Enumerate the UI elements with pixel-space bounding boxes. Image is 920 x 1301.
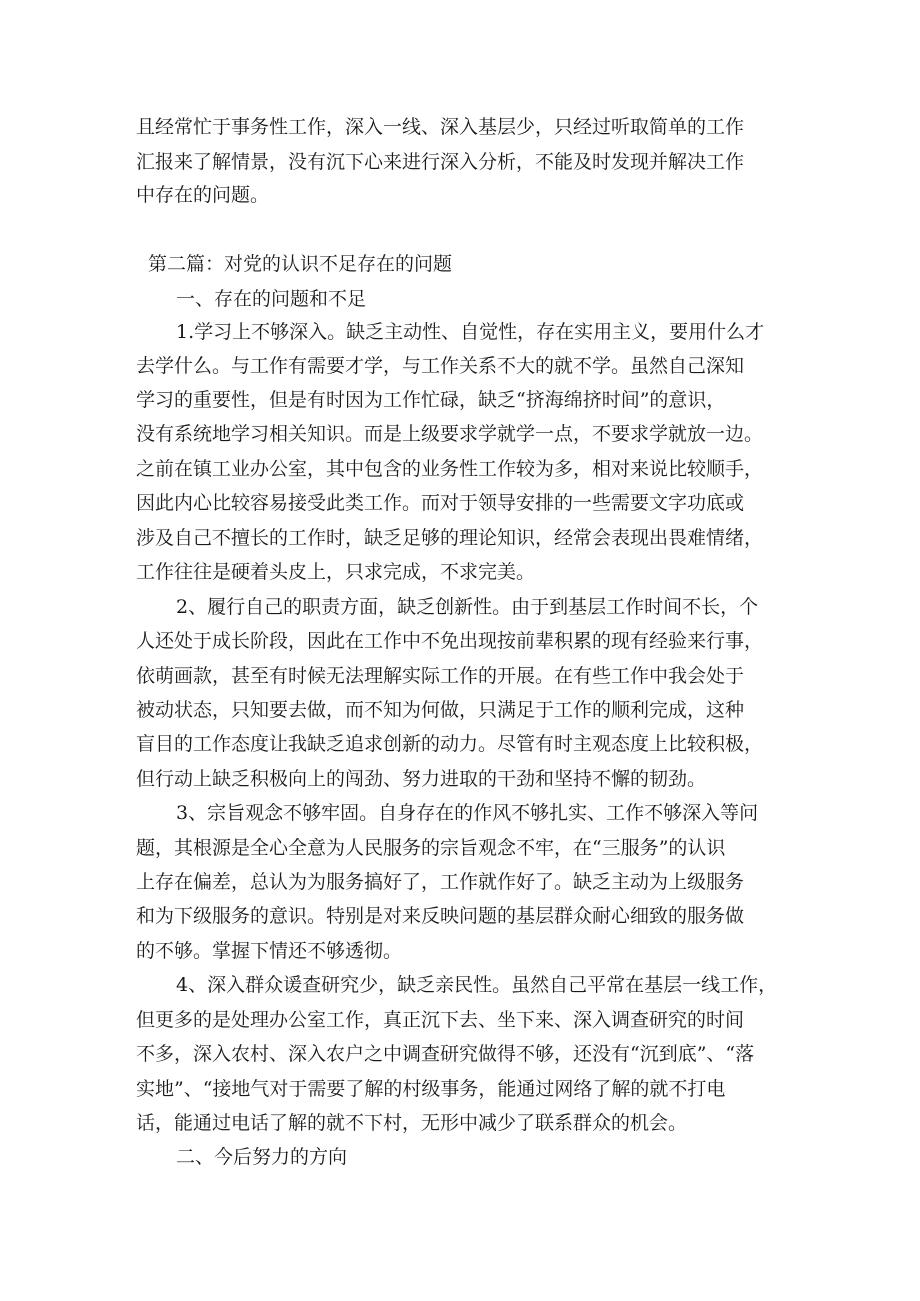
paragraph-line: 和为下级服务的意识。特别是对来反映问题的基层群众耐心细致的服务做 [136, 905, 745, 927]
paragraph-line: 去学什么。与工作有需要才学，与工作关系不大的就不学。虽然自己深知 [136, 355, 745, 377]
paragraph-line: 1.学习上不够深入。缺乏主动性、自觉性，存在实用主义，要用什么才 [176, 321, 765, 343]
intro-line: 中存在的问题。 [136, 184, 270, 206]
paragraph-line: 盲目的工作态度让我缺乏追求创新的动力。尽管有时主观态度上比较积极， [136, 733, 764, 755]
paragraph-line: 2、履行自己的职责方面，缺乏创新性。由于到基层工作时间不长，个 [176, 596, 759, 618]
paragraph-line: 话，能通过电话了解的就不下村，无形中减少了联系群众的机会。 [136, 1112, 688, 1134]
paragraph-line: 之前在镇工业办公室，其中包含的业务性工作较为多，相对来说比较顺手， [136, 458, 764, 480]
paragraph-line: 工作往往是硬着头皮上，只求完成，不求完美。 [136, 561, 536, 583]
paragraph-line: 没有系统地学习相关知识。而是上级要求学就学一点，不要求学就放一边。 [136, 423, 764, 445]
paragraph-line: 人还处于成长阶段，因此在工作中不免出现按前辈积累的现有经验来行事， [136, 630, 764, 652]
intro-line: 汇报来了解情景，没有沉下心来进行深入分析，不能及时发现并解决工作 [136, 151, 745, 173]
paragraph-line: 上存在偏差，总认为为服务搞好了，工作就作好了。缺乏主动为上级服务 [136, 871, 745, 893]
paragraph-line: 的不够。掌握下情还不够透彻。 [136, 940, 403, 962]
chapter-title: 第二篇：对党的认识不足存在的问题 [148, 253, 453, 275]
paragraph-line: 学习的重要性，但是有时因为工作忙碌，缺乏“挤海绵挤时间”的意识， [136, 389, 726, 411]
paragraph-line: 依萌画款，甚至有时候无法理解实际工作的开展。在有些工作中我会处于 [136, 665, 745, 687]
paragraph-line: 但行动上缺乏积极向上的闯劲、努力进取的干劲和坚持不懈的韧劲。 [136, 768, 707, 790]
paragraph-line: 4、深入群众谖查研究少，缺乏亲民性。虽然自己平常在基层一线工作， [176, 974, 778, 996]
paragraph-line: 题，其根源是全心全意为人民服务的宗旨观念不牢，在“三服务”的认识 [136, 837, 726, 859]
paragraph-line: 但更多的是处理办公室工作，真正沉下去、坐下来、深入调查研究的时间 [136, 1009, 745, 1031]
section-title: 二、今后努力的方向 [176, 1146, 348, 1168]
paragraph-line: 不多，深入农村、深入农户之中调查研究做得不够，还没有“沉到底”、“落 [136, 1043, 755, 1065]
paragraph-line: 被动状态，只知要去做，而不知为何做，只满足于工作的顺利完成，这种 [136, 699, 745, 721]
intro-line: 且经常忙于事务性工作，深入一线、深入基层少，只经过听取简单的工作 [136, 116, 745, 138]
paragraph-line: 涉及自己不擅长的工作时，缺乏足够的理论知识，经常会表现出畏难情绪， [136, 527, 764, 549]
paragraph-line: 实地”、“接地气对于需要了解的村级事务，能通过网络了解的就不打电 [136, 1078, 726, 1100]
paragraph-line: 因此内心比较容易接受此类工作。而对于领导安排的一些需要文字功底或 [136, 492, 745, 514]
section-title: 一、存在的问题和不足 [176, 288, 367, 310]
paragraph-line: 3、宗旨观念不够牢固。自身存在的作风不够扎实、工作不够深入等问 [176, 802, 759, 824]
